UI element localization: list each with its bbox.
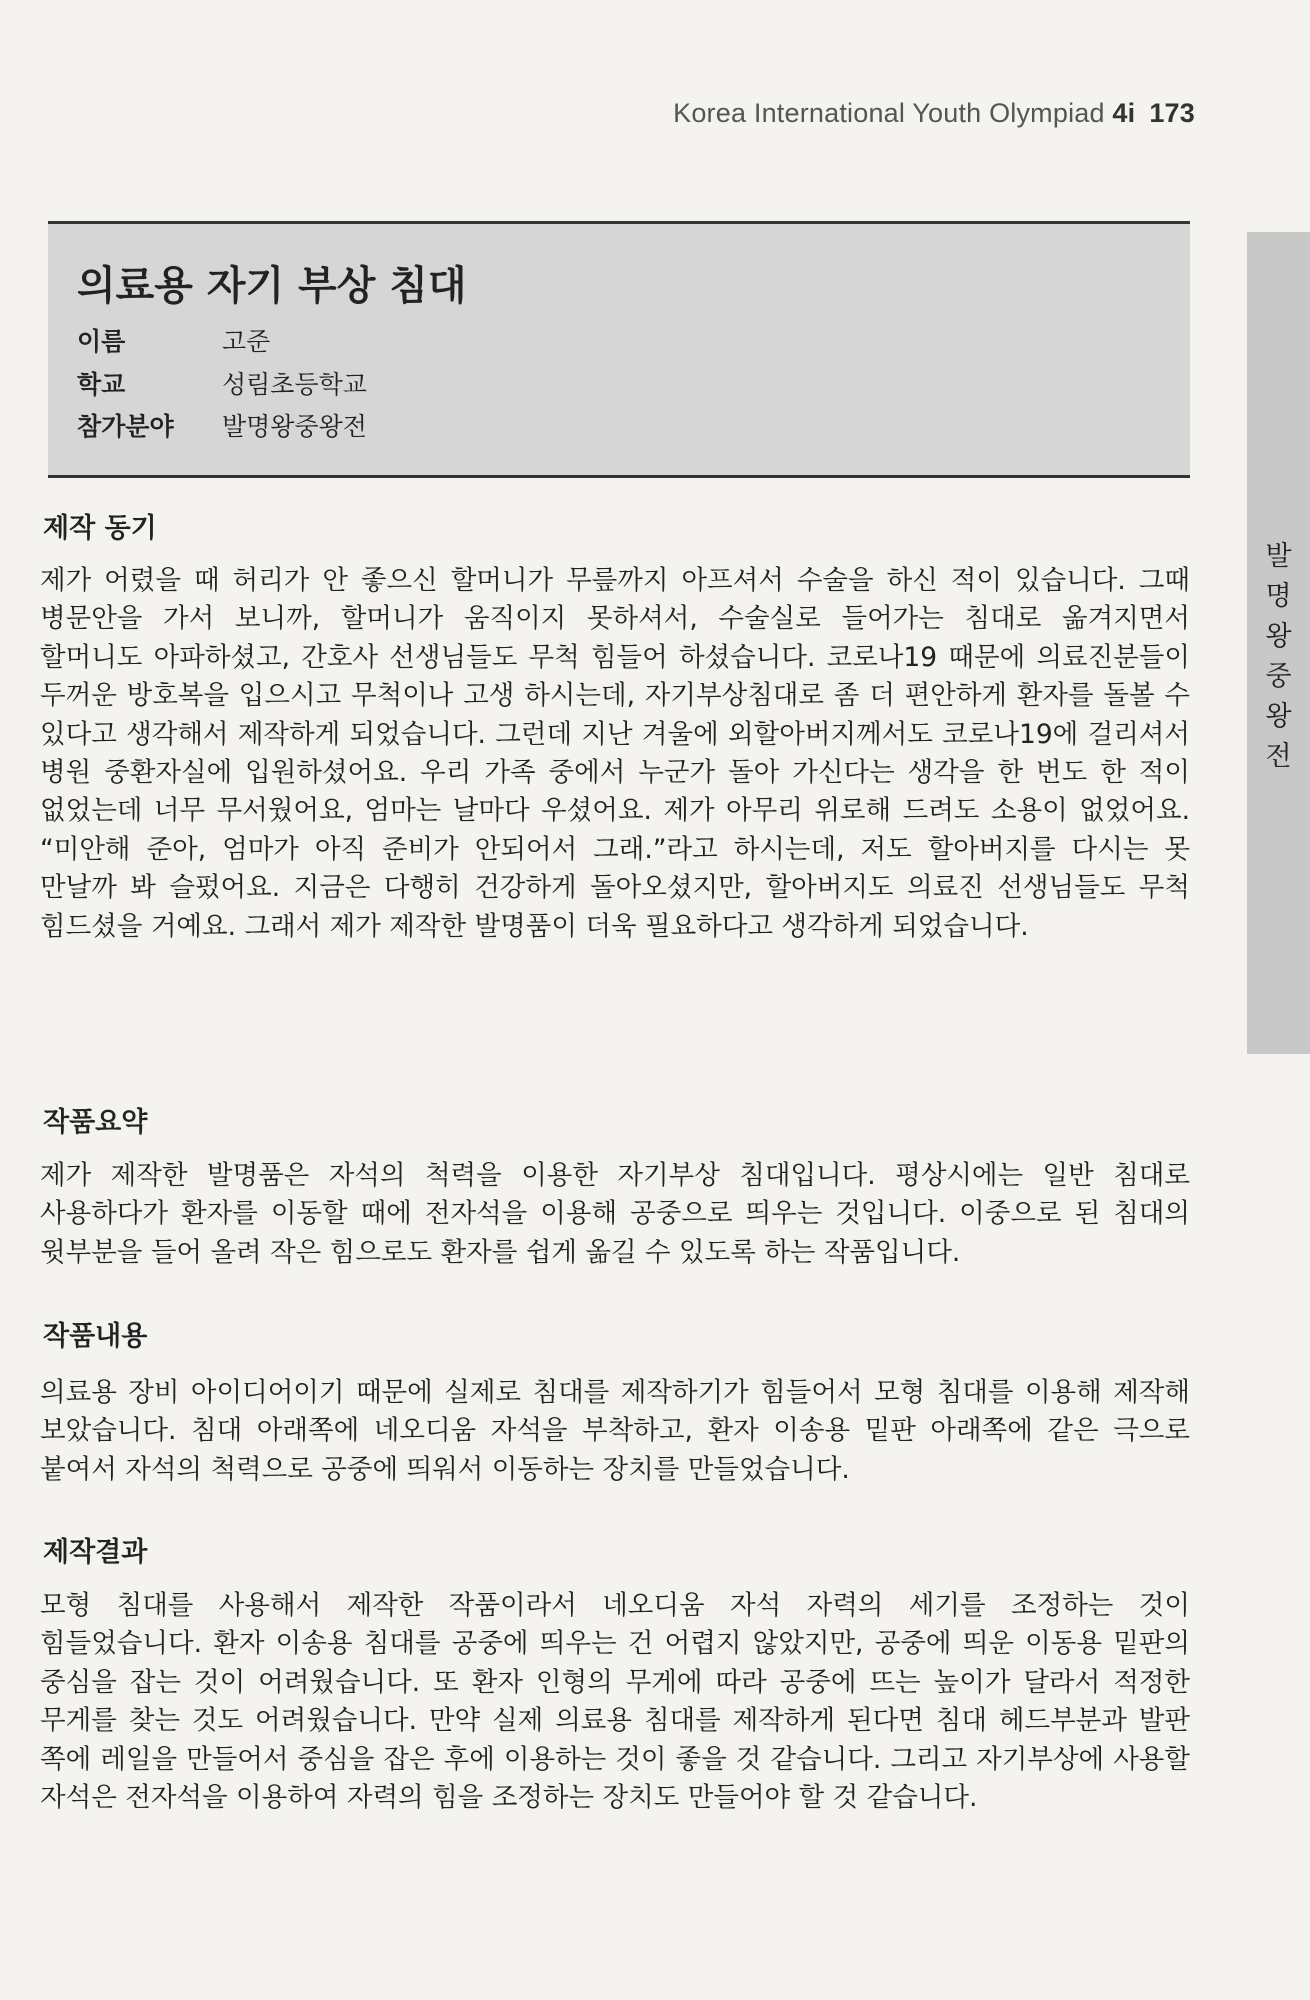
page-number: 173 xyxy=(1149,98,1195,128)
meta-value-field: 발명왕중왕전 xyxy=(222,412,367,441)
meta-label-school: 학교 xyxy=(77,370,126,399)
heading-content: 작품내용 xyxy=(43,1321,148,1352)
para-summary: 제가 제작한 발명품은 자석의 척력을 이용한 자기부상 침대입니다. 평상시에는 일반 침대로 사용하다가 환자를 이동할 때에 전자석을 이용해 공중으로 띄우는 것입니다. 이중으로 된 침대의 윗부분을 들어 올려 작은 힘으로도 환자를 쉽게 옮길 수 있도록 하는 작품입니다. xyxy=(40,1160,1190,1268)
running-head xyxy=(650,98,1195,129)
para-motivation: 제가 어렸을 때 허리가 안 좋으신 할머니가 무릎까지 아프셔서 수술을 하신 적이 있습니다. 그때 병문안을 가서 보니까, 할머니가 움직이지 못하셔서, 수술실로 들어가는 침대로 옮겨지면서 할머니도 아파하셨고, 간호사 선생님들도 무척 힘들어 하셨습니다. 코로나19 때문에 의료진분들이 두꺼운 방호복을 입으시고 무척이나 고생 하시는데, 자기부상침대로 좀 더 편안하게 환자를 돌볼 수 있다고 생각해서 제작하게 되었습니다. 그런데 지난 겨울에 외할아버지께서도 코로나19에 걸리셔서 병원 중환자실에 입원하셨어요. 우리 가족 중에서 누군가 돌아 가신다는 생각을 한 번도 한 적이 없었는데 너무 무서웠어요, 엄마는 날마다 우셨어요. 제가 아무리 위로해 드려도 소용이 없었어요. “미안해 준아, 엄마가 아직 준비가 안되어서 그래.”라고 하시는데, 저도 할아버지를 다시는 못 만날까 봐 슬펐어요. 지금은 다행히 건강하게 돌아오셨지만, 할아버지도 의료진 선생님들도 무척 힘드셨을 거예요. 그래서 제가 제작한 발명품이 더욱 필요하다고 생각하게 되었습니다. xyxy=(40,565,1190,942)
meta-value-name: 고준 xyxy=(222,327,271,356)
journal-title: Korea International Youth Olympiad xyxy=(673,98,1105,128)
heading-summary: 작품요약 xyxy=(43,1107,148,1138)
meta-value-school: 성림초등학교 xyxy=(222,370,367,399)
heading-motivation: 제작 동기 xyxy=(43,513,157,544)
section-side-tab xyxy=(1247,232,1310,1054)
journal-mark: 4i xyxy=(1112,98,1136,128)
side-tab-label: 발 명 왕 중 왕 전 xyxy=(1265,541,1292,772)
article-title: 의료용 자기 부상 침대 xyxy=(77,263,467,309)
heading-result: 제작결과 xyxy=(43,1537,148,1568)
para-result: 모형 침대를 사용해서 제작한 작품이라서 네오디움 자석 자력의 세기를 조정하는 것이 힘들었습니다. 환자 이송용 침대를 공중에 띄우는 건 어렵지 않았지만, 공중에 띄운 이동용 밑판의 중심을 잡는 것이 어려웠습니다. 또 환자 인형의 무게에 따라 공중에 뜨는 높이가 달라서 적정한 무게를 찾는 것도 어려웠습니다. 만약 실제 의료용 침대를 제작하게 된다면 침대 헤드부분과 발판 쪽에 레일을 만들어서 중심을 잡은 후에 이용하는 것이 좋을 것 같습니다. 그리고 자기부상에 사용할 자석은 전자석을 이용하여 자력의 힘을 조정하는 장치도 만들어야 할 것 같습니다. xyxy=(40,1590,1190,1814)
meta-label-field: 참가분야 xyxy=(77,412,174,441)
para-content: 의료용 장비 아이디어이기 때문에 실제로 침대를 제작하기가 힘들어서 모형 침대를 이용해 제작해 보았습니다. 침대 아래쪽에 네오디움 자석을 부착하고, 환자 이송용 밑판 아래쪽에 같은 극으로 붙여서 자석의 척력으로 공중에 띄워서 이동하는 장치를 만들었습니다. xyxy=(40,1377,1190,1485)
title-box xyxy=(48,221,1190,478)
meta-label-name: 이름 xyxy=(77,327,126,356)
